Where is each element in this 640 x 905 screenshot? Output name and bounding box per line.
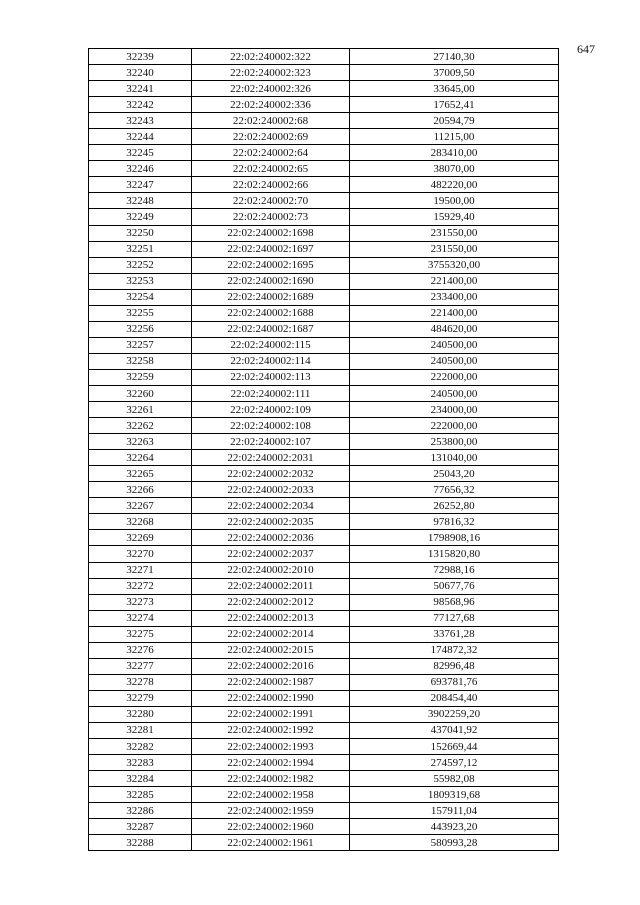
row-number-cell: 32274 [89,610,192,626]
row-number-cell: 32282 [89,739,192,755]
table-row [89,209,559,225]
value-cell: 3902259,20 [350,706,559,722]
row-number-cell: 32276 [89,642,192,658]
cadastral-number-cell: 22:02:240002:2033 [192,482,350,498]
value-cell: 33645,00 [350,81,559,97]
cadastral-number-cell: 22:02:240002:2011 [192,578,350,594]
cadastral-number-cell: 22:02:240002:2036 [192,530,350,546]
cadastral-number-cell: 22:02:240002:115 [192,337,350,353]
cadastral-number-cell: 22:02:240002:1687 [192,321,350,337]
row-number-cell: 32248 [89,193,192,209]
row-number-cell: 32278 [89,674,192,690]
table-row [89,113,559,129]
row-number-cell: 32242 [89,97,192,113]
cadastral-number-cell: 22:02:240002:66 [192,177,350,193]
value-cell: 693781,76 [350,674,559,690]
table-row [89,434,559,450]
table-row [89,177,559,193]
table-row [89,771,559,787]
row-number-cell: 32284 [89,771,192,787]
value-cell: 1809319,68 [350,787,559,803]
table-row [89,65,559,81]
table-row [89,450,559,466]
value-cell: 38070,00 [350,161,559,177]
cadastral-number-cell: 22:02:240002:1958 [192,787,350,803]
table-row [89,578,559,594]
cadastral-number-cell: 22:02:240002:114 [192,353,350,369]
value-cell: 20594,79 [350,113,559,129]
cadastral-number-cell: 22:02:240002:1959 [192,803,350,819]
value-cell: 11215,00 [350,129,559,145]
value-cell: 234000,00 [350,402,559,418]
table-row [89,289,559,305]
value-cell: 33761,28 [350,626,559,642]
row-number-cell: 32254 [89,289,192,305]
value-cell: 253800,00 [350,434,559,450]
row-number-cell: 32275 [89,626,192,642]
cadastral-number-cell: 22:02:240002:1990 [192,690,350,706]
row-number-cell: 32259 [89,369,192,385]
table-row [89,626,559,642]
value-cell: 174872,32 [350,642,559,658]
table-row [89,594,559,610]
cadastral-number-cell: 22:02:240002:326 [192,81,350,97]
row-number-cell: 32245 [89,145,192,161]
table-row [89,402,559,418]
value-cell: 240500,00 [350,353,559,369]
row-number-cell: 32261 [89,402,192,418]
table-row [89,803,559,819]
cadastral-number-cell: 22:02:240002:1992 [192,722,350,738]
cadastral-number-cell: 22:02:240002:113 [192,369,350,385]
cadastral-number-cell: 22:02:240002:1994 [192,755,350,771]
value-cell: 1315820,80 [350,546,559,562]
row-number-cell: 32280 [89,706,192,722]
row-number-cell: 32243 [89,113,192,129]
cadastral-number-cell: 22:02:240002:1698 [192,225,350,241]
row-number-cell: 32240 [89,65,192,81]
value-cell: 152669,44 [350,739,559,755]
value-cell: 55982,08 [350,771,559,787]
value-cell: 274597,12 [350,755,559,771]
cadastral-number-cell: 22:02:240002:2037 [192,546,350,562]
row-number-cell: 32268 [89,514,192,530]
table-row [89,690,559,706]
row-number-cell: 32244 [89,129,192,145]
row-number-cell: 32241 [89,81,192,97]
value-cell: 19500,00 [350,193,559,209]
row-number-cell: 32257 [89,337,192,353]
value-cell: 283410,00 [350,145,559,161]
table-row [89,321,559,337]
row-number-cell: 32286 [89,803,192,819]
cadastral-number-cell: 22:02:240002:70 [192,193,350,209]
row-number-cell: 32247 [89,177,192,193]
cadastral-value-table [88,48,559,851]
cadastral-number-cell: 22:02:240002:2014 [192,626,350,642]
table-row [89,787,559,803]
row-number-cell: 32264 [89,450,192,466]
page-number: 647 [577,42,595,56]
table-row [89,225,559,241]
cadastral-number-cell: 22:02:240002:2016 [192,658,350,674]
cadastral-number-cell: 22:02:240002:108 [192,418,350,434]
value-cell: 1798908,16 [350,530,559,546]
cadastral-number-cell: 22:02:240002:323 [192,65,350,81]
value-cell: 72988,16 [350,562,559,578]
table-row [89,739,559,755]
row-number-cell: 32270 [89,546,192,562]
row-number-cell: 32288 [89,835,192,851]
value-cell: 484620,00 [350,321,559,337]
row-number-cell: 32285 [89,787,192,803]
cadastral-number-cell: 22:02:240002:2031 [192,450,350,466]
row-number-cell: 32267 [89,498,192,514]
value-cell: 3755320,00 [350,257,559,273]
cadastral-number-cell: 22:02:240002:1987 [192,674,350,690]
table-row [89,674,559,690]
row-number-cell: 32246 [89,161,192,177]
table-row [89,755,559,771]
value-cell: 37009,50 [350,65,559,81]
cadastral-number-cell: 22:02:240002:1688 [192,305,350,321]
cadastral-number-cell: 22:02:240002:69 [192,129,350,145]
value-cell: 98568,96 [350,594,559,610]
cadastral-number-cell: 22:02:240002:1960 [192,819,350,835]
value-cell: 27140,30 [350,49,559,65]
table-row [89,97,559,113]
row-number-cell: 32269 [89,530,192,546]
row-number-cell: 32263 [89,434,192,450]
value-cell: 208454,40 [350,690,559,706]
table-row [89,498,559,514]
cadastral-number-cell: 22:02:240002:2032 [192,466,350,482]
row-number-cell: 32273 [89,594,192,610]
table-row [89,241,559,257]
row-number-cell: 32253 [89,273,192,289]
table-row [89,81,559,97]
table-row [89,819,559,835]
table-row [89,706,559,722]
value-cell: 233400,00 [350,289,559,305]
table-row [89,193,559,209]
cadastral-number-cell: 22:02:240002:2013 [192,610,350,626]
cadastral-number-cell: 22:02:240002:1689 [192,289,350,305]
table-row [89,273,559,289]
table-row [89,482,559,498]
value-cell: 17652,41 [350,97,559,113]
cadastral-number-cell: 22:02:240002:322 [192,49,350,65]
table-body [89,49,559,851]
value-cell: 231550,00 [350,225,559,241]
table-row [89,305,559,321]
value-cell: 222000,00 [350,369,559,385]
table-row [89,530,559,546]
cadastral-number-cell: 22:02:240002:111 [192,385,350,401]
row-number-cell: 32250 [89,225,192,241]
value-cell: 482220,00 [350,177,559,193]
table-row [89,369,559,385]
value-cell: 77127,68 [350,610,559,626]
value-cell: 77656,32 [350,482,559,498]
value-cell: 221400,00 [350,305,559,321]
cadastral-number-cell: 22:02:240002:64 [192,145,350,161]
table-row [89,722,559,738]
table-row [89,562,559,578]
table-row [89,466,559,482]
cadastral-number-cell: 22:02:240002:2035 [192,514,350,530]
cadastral-number-cell: 22:02:240002:1993 [192,739,350,755]
row-number-cell: 32251 [89,241,192,257]
row-number-cell: 32252 [89,257,192,273]
table-row [89,129,559,145]
cadastral-number-cell: 22:02:240002:65 [192,161,350,177]
table-row [89,835,559,851]
table-row [89,610,559,626]
cadastral-number-cell: 22:02:240002:68 [192,113,350,129]
row-number-cell: 32277 [89,658,192,674]
cadastral-number-cell: 22:02:240002:1982 [192,771,350,787]
value-cell: 82996,48 [350,658,559,674]
table-row [89,418,559,434]
row-number-cell: 32262 [89,418,192,434]
row-number-cell: 32287 [89,819,192,835]
row-number-cell: 32249 [89,209,192,225]
table-row [89,353,559,369]
row-number-cell: 32265 [89,466,192,482]
table-row [89,337,559,353]
table-row [89,257,559,273]
cadastral-number-cell: 22:02:240002:107 [192,434,350,450]
value-cell: 157911,04 [350,803,559,819]
value-cell: 580993,28 [350,835,559,851]
value-cell: 240500,00 [350,337,559,353]
cadastral-number-cell: 22:02:240002:1695 [192,257,350,273]
table-row [89,161,559,177]
cadastral-number-cell: 22:02:240002:2034 [192,498,350,514]
value-cell: 15929,40 [350,209,559,225]
table-row [89,514,559,530]
row-number-cell: 32279 [89,690,192,706]
cadastral-number-cell: 22:02:240002:109 [192,402,350,418]
value-cell: 437041,92 [350,722,559,738]
table-row [89,642,559,658]
row-number-cell: 32260 [89,385,192,401]
value-cell: 131040,00 [350,450,559,466]
cadastral-number-cell: 22:02:240002:2010 [192,562,350,578]
row-number-cell: 32283 [89,755,192,771]
value-cell: 26252,80 [350,498,559,514]
row-number-cell: 32256 [89,321,192,337]
cadastral-number-cell: 22:02:240002:1961 [192,835,350,851]
row-number-cell: 32271 [89,562,192,578]
value-cell: 50677,76 [350,578,559,594]
value-cell: 443923,20 [350,819,559,835]
value-cell: 221400,00 [350,273,559,289]
table-row [89,145,559,161]
cadastral-number-cell: 22:02:240002:1690 [192,273,350,289]
table-row [89,658,559,674]
row-number-cell: 32281 [89,722,192,738]
table-row [89,546,559,562]
cadastral-number-cell: 22:02:240002:336 [192,97,350,113]
table-row [89,49,559,65]
row-number-cell: 32266 [89,482,192,498]
cadastral-number-cell: 22:02:240002:1991 [192,706,350,722]
cadastral-number-cell: 22:02:240002:1697 [192,241,350,257]
cadastral-number-cell: 22:02:240002:73 [192,209,350,225]
cadastral-number-cell: 22:02:240002:2015 [192,642,350,658]
row-number-cell: 32255 [89,305,192,321]
value-cell: 25043,20 [350,466,559,482]
row-number-cell: 32258 [89,353,192,369]
table-row [89,385,559,401]
row-number-cell: 32272 [89,578,192,594]
value-cell: 222000,00 [350,418,559,434]
row-number-cell: 32239 [89,49,192,65]
cadastral-number-cell: 22:02:240002:2012 [192,594,350,610]
value-cell: 240500,00 [350,385,559,401]
value-cell: 97816,32 [350,514,559,530]
value-cell: 231550,00 [350,241,559,257]
